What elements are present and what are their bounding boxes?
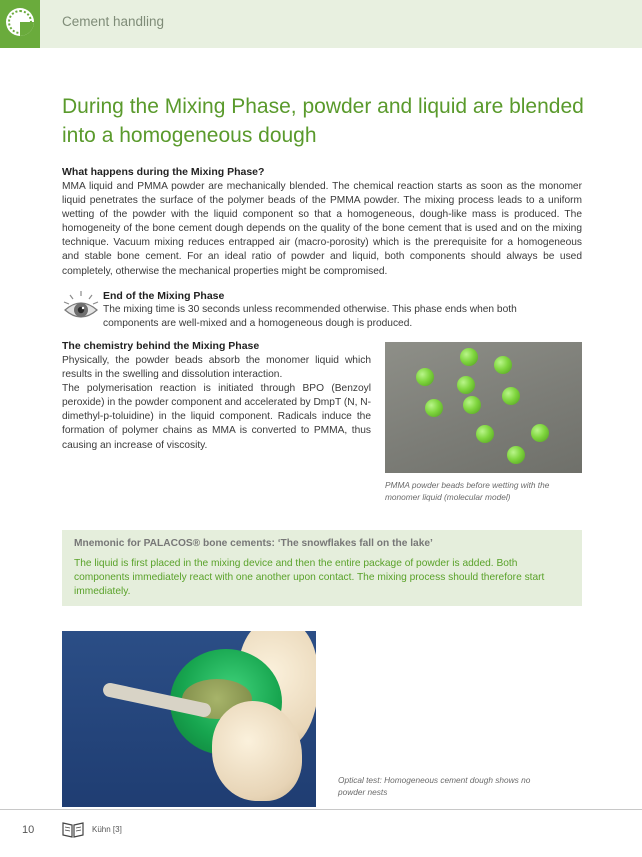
- mnemonic-text: The liquid is first placed in the mixing device and then the entire package of powder is added. Both components immediately react with one another upon contact. The mixing process should therefore start immediately.: [74, 558, 545, 598]
- chemistry-paragraph-1: Physically, the powder beads absorb the monomer liquid which results in the swelling and dissolution interaction.: [62, 355, 371, 381]
- footer-reference: Kühn [3]: [92, 825, 122, 834]
- question-heading: What happens during the Mixing Phase?: [62, 166, 265, 178]
- chemistry-paragraph-2: The polymerisation reaction is initiated through BPO (Benzoyl peroxide) in the powder component and accelerated by DmpT (N, N-dimethyl-p-toluidine) in the liquid component. Radicals induce the formation of polymer chains as MMA is converted to PMMA, thus causing an increase of viscosity.: [62, 383, 371, 451]
- mnemonic-heading: Mnemonic for PALACOS® bone cements: ‘The snowflakes fall on the lake’: [74, 538, 433, 549]
- intro-paragraph: MMA liquid and PMMA powder are mechanically blended. The chemical reaction starts as soon as the monomer liquid penetrates the surface of the polymer beads of the PMMA powder. The mixing process leads to a uniform wetting of the powder with the liquid component so that a homogeneous, dough-like mass is produced. The homogeneity of the bone cement dough depends on the quality of the bone cement that is used and on the mixing technique. Vacuum mixing reduces entrapped air (macro-porosity) which is the prerequisite for a homogeneous and stable bone cement. For an ideal ratio of powder and liquid, both components should always be used completely, otherwise the mechanical properties might be compromised.: [62, 181, 582, 277]
- page-header: [0, 0, 642, 48]
- chapter-logo: [0, 0, 40, 48]
- bead: [425, 399, 443, 417]
- end-of-phase-text: The mixing time is 30 seconds unless recommended otherwise. This phase ends when both components are well-mixed and a homogeneous dough is produced.: [103, 304, 517, 329]
- mixing-caption: Optical test: Homogeneous cement dough shows no powder nests: [338, 775, 531, 797]
- page-number: 10: [22, 824, 35, 836]
- bead: [460, 348, 478, 366]
- bead: [416, 368, 434, 386]
- beads-caption: PMMA powder beads before wetting with the monomer liquid (molecular model): [385, 480, 550, 502]
- bead: [502, 387, 520, 405]
- bead: [457, 376, 475, 394]
- pmma-beads-photo: [385, 342, 582, 473]
- page-title: During the Mixing Phase, powder and liquid are blended into a homogeneous dough: [62, 95, 584, 147]
- chemistry-heading: The chemistry behind the Mixing Phase: [62, 340, 260, 352]
- chemistry-text: [62, 354, 371, 453]
- bead: [476, 425, 494, 443]
- bead: [494, 356, 512, 374]
- bead: [463, 396, 481, 414]
- mnemonic-box: [62, 530, 582, 606]
- eye-icon: [62, 288, 100, 326]
- clock-quarter-icon: [6, 8, 34, 36]
- bead: [507, 446, 525, 464]
- section-title: Cement handling: [62, 14, 165, 29]
- book-icon: [62, 820, 84, 838]
- mixing-photo: [62, 631, 316, 807]
- bead: [531, 424, 549, 442]
- footer-divider: [0, 809, 642, 810]
- end-of-phase-heading: End of the Mixing Phase: [103, 290, 225, 302]
